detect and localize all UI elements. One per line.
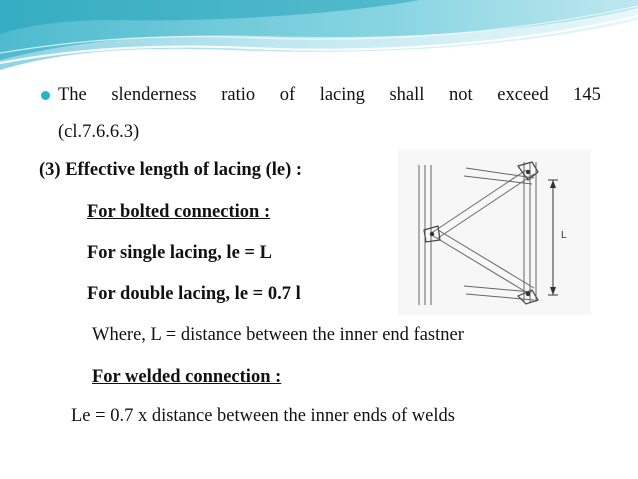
bullet-word: shall xyxy=(389,85,425,105)
where-definition: Where, L = distance between the inner end fastner xyxy=(92,325,464,345)
bullet-continuation: (cl.7.6.6.3) xyxy=(58,122,140,142)
bullet-word: 145 xyxy=(573,85,601,105)
bullet-icon xyxy=(41,91,50,100)
section-heading: (3) Effective length of lacing (le) : xyxy=(39,160,303,180)
bullet-word: not xyxy=(449,85,473,105)
dimension-label: L xyxy=(561,230,567,241)
bullet-word: The xyxy=(58,85,87,105)
bolted-connection-title: For bolted connection : xyxy=(87,202,271,222)
bullet-word: of xyxy=(279,85,296,105)
welded-connection-title: For welded connection : xyxy=(92,367,282,387)
bullet-word: lacing xyxy=(319,85,365,105)
bullet-word: exceed xyxy=(497,85,549,105)
bullet-word: ratio xyxy=(221,85,256,105)
double-lacing-formula: For double lacing, le = 0.7 l xyxy=(87,284,301,304)
lacing-diagram xyxy=(398,150,591,315)
single-lacing-formula: For single lacing, le = L xyxy=(87,243,272,263)
welded-formula: Le = 0.7 x distance between the inner ends of welds xyxy=(71,406,455,426)
header-wave-decoration xyxy=(0,0,638,75)
bullet-line-1 xyxy=(58,84,601,106)
bullet-word: slenderness xyxy=(111,85,197,105)
